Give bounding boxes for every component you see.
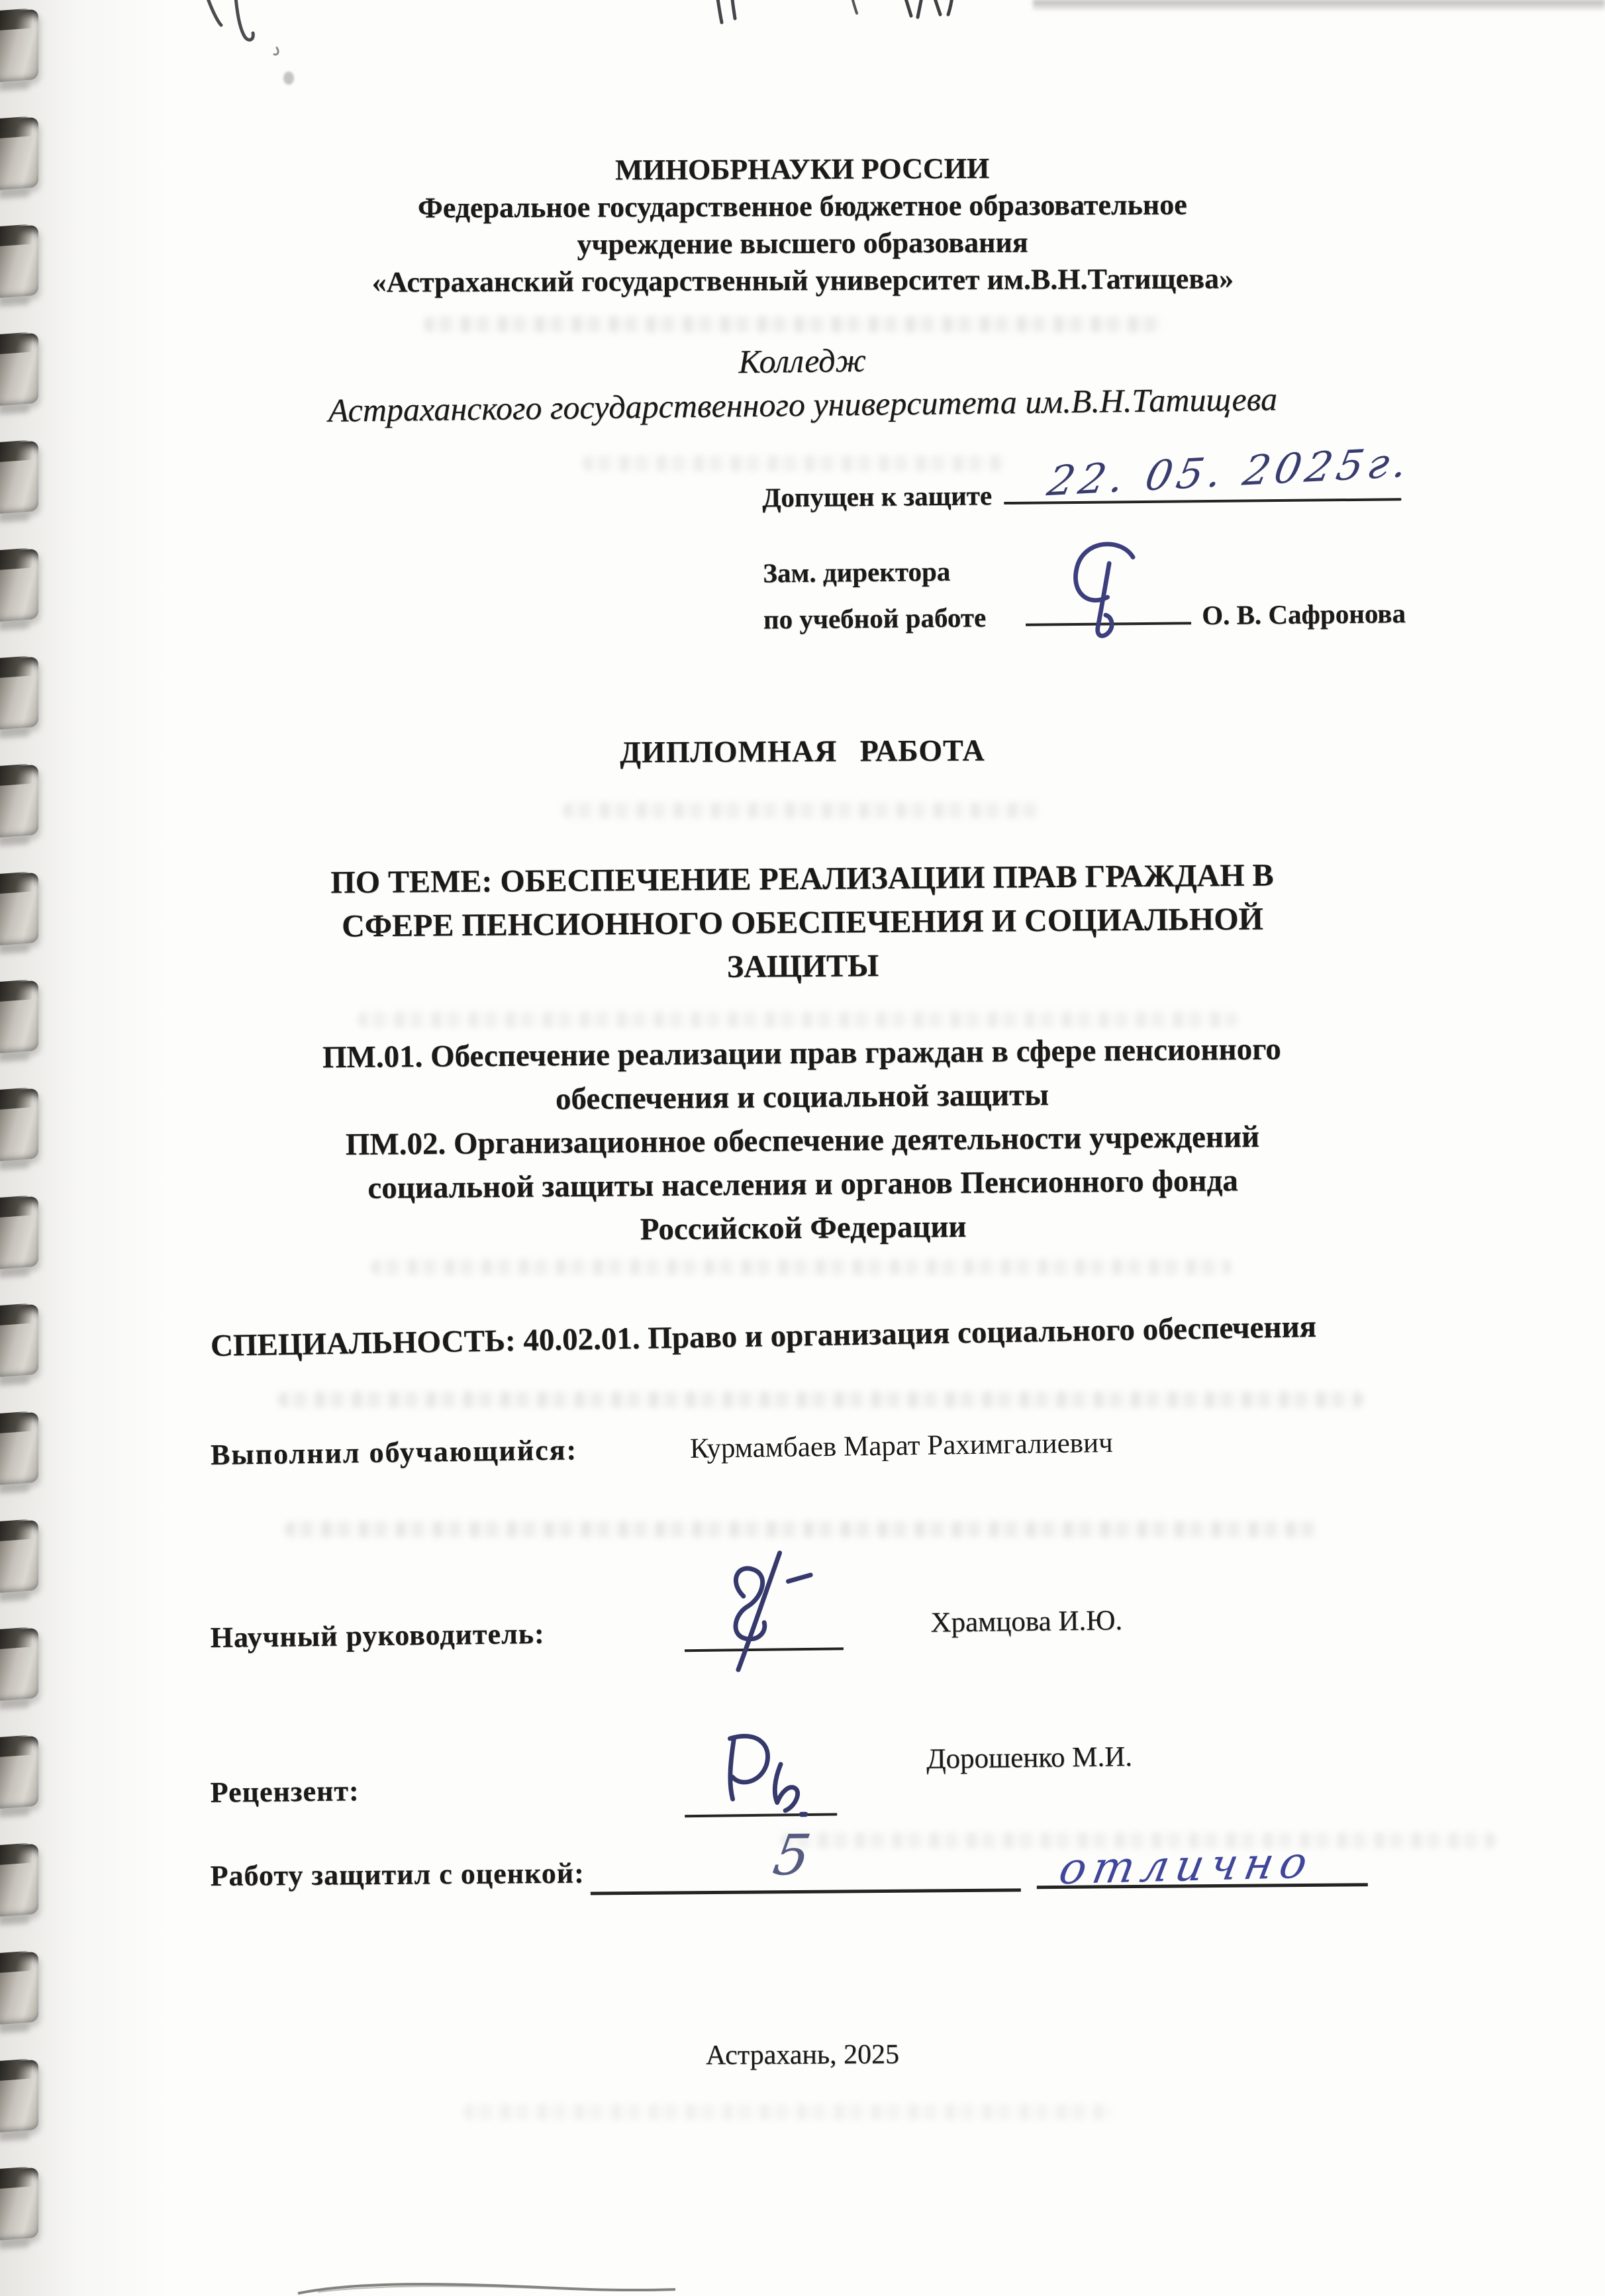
bleed-through-smudge xyxy=(285,1521,1318,1537)
grade-number-line xyxy=(590,1822,1020,1895)
handwritten-grade-number: 5 xyxy=(769,1822,816,1888)
performer-row xyxy=(211,1420,1469,1472)
org-line-3: «Астраханский государственный университет им.В.Н.Татищева» xyxy=(371,262,1234,299)
reviewer-name: Дорошенко М.И. xyxy=(926,1741,1133,1775)
defense-label: Работу защитил с оценкой: xyxy=(210,1856,585,1893)
module-line: социальной защиты населения и органов Пенсионного фонда xyxy=(367,1163,1238,1206)
reviewer-label: Рецензент: xyxy=(210,1774,360,1809)
theme-line: ПО ТЕМЕ: ОБЕСПЕЧЕНИЕ РЕАЛИЗАЦИИ ПРАВ ГРАЖДАН В xyxy=(330,857,1274,900)
reviewer-signature-line xyxy=(685,1794,837,1817)
binding-tab xyxy=(0,1520,38,1593)
theme-line: СФЕРЕ ПЕНСИОННОГО ОБЕСПЕЧЕНИЯ И СОЦИАЛЬНОЙ xyxy=(341,901,1264,944)
admission-date-line xyxy=(1004,438,1416,506)
org-line-2: учреждение высшего образования xyxy=(577,226,1028,261)
theme-block xyxy=(0,851,1605,994)
module-line: ПМ.02. Организационное обеспечение деятельности учреждений xyxy=(345,1119,1260,1163)
supervisor-signature-line xyxy=(684,1615,844,1652)
scan-speck xyxy=(283,72,294,85)
module-line: обеспечения и социальной защиты xyxy=(555,1077,1049,1117)
header-block xyxy=(0,148,1605,303)
bleed-through-smudge xyxy=(371,1259,1232,1275)
college-block xyxy=(0,329,1605,436)
approver-position-line-1: Зам. директора xyxy=(763,555,951,589)
city-year-line: Астрахань, 2025 xyxy=(705,2039,900,2071)
module-line: ПМ.01. Обеспечение реализации прав граждан в сфере пенсионного xyxy=(322,1031,1281,1075)
theme-line: ЗАЩИТЫ xyxy=(726,948,879,984)
bleed-through-smudge xyxy=(278,1392,1364,1408)
performer-name: Курмамбаев Марат Рахимгалиевич xyxy=(689,1427,1113,1464)
modules-block xyxy=(0,1024,1605,1257)
grade-word-line xyxy=(1036,1837,1367,1895)
bleed-through-smudge xyxy=(463,2104,1112,2120)
admission-label: Допущен к защите xyxy=(761,480,993,513)
page-edge-curve xyxy=(278,2276,702,2296)
handwritten-admission-date: 22. 05. 2025г. xyxy=(1044,438,1416,506)
binding-tab xyxy=(0,2168,38,2240)
scan-edge-smudge xyxy=(1033,0,1605,11)
defense-grade-row xyxy=(210,1822,1535,1965)
approver-signature-ink xyxy=(1051,535,1152,642)
supervisor-label: Научный руководитель: xyxy=(210,1617,545,1654)
binding-tab xyxy=(0,1844,38,1917)
top-edge-pen-marks-2 xyxy=(712,0,991,37)
binding-tab xyxy=(0,549,38,622)
approver-position-line-2: по учебной работе xyxy=(763,602,987,635)
binding-tab xyxy=(0,657,38,730)
reviewer-signature-ink xyxy=(704,1723,811,1824)
bleed-through-smudge xyxy=(358,1012,1238,1028)
college-line-1: Колледж xyxy=(738,341,867,381)
top-edge-pen-marks xyxy=(199,0,358,69)
binding-tab xyxy=(0,9,38,82)
admission-block xyxy=(761,438,1525,635)
org-line-1: Федеральное государственное бюджетное образовательное xyxy=(417,188,1187,224)
supervisor-name: Храмцова И.Ю. xyxy=(930,1605,1123,1639)
binding-tab xyxy=(0,765,38,837)
binding-tab xyxy=(0,1952,38,2025)
handwritten-grade-word: отлично xyxy=(1055,1837,1318,1895)
work-type-title: ДИПЛОМНАЯ РАБОТА xyxy=(620,733,985,769)
specialty-line: СПЕЦИАЛЬНОСТЬ: 40.02.01. Право и организация социального обеспечения xyxy=(210,1309,1317,1363)
bleed-through-smudge xyxy=(583,455,1006,471)
bleed-through-smudge xyxy=(424,316,1165,332)
performer-label: Выполнил обучающийся: xyxy=(210,1433,578,1471)
bleed-through-smudge xyxy=(563,802,1040,818)
module-line: Российской Федерации xyxy=(640,1209,967,1247)
ministry-line: МИНОБРНАУКИ РОССИИ xyxy=(614,152,990,187)
supervisor-row xyxy=(210,1566,1536,1728)
supervisor-signature-ink xyxy=(702,1551,816,1674)
binding-tab xyxy=(0,1628,38,1701)
college-line-2: Астраханского государственного университета им.В.Н.Татищева xyxy=(328,380,1278,429)
binding-tab xyxy=(0,1412,38,1485)
approver-signature-line xyxy=(1026,591,1191,626)
binding-tab xyxy=(0,1736,38,1809)
binding-tab xyxy=(0,441,38,514)
binding-tab xyxy=(0,1304,38,1377)
approver-name: О. В. Сафронова xyxy=(1201,598,1406,631)
